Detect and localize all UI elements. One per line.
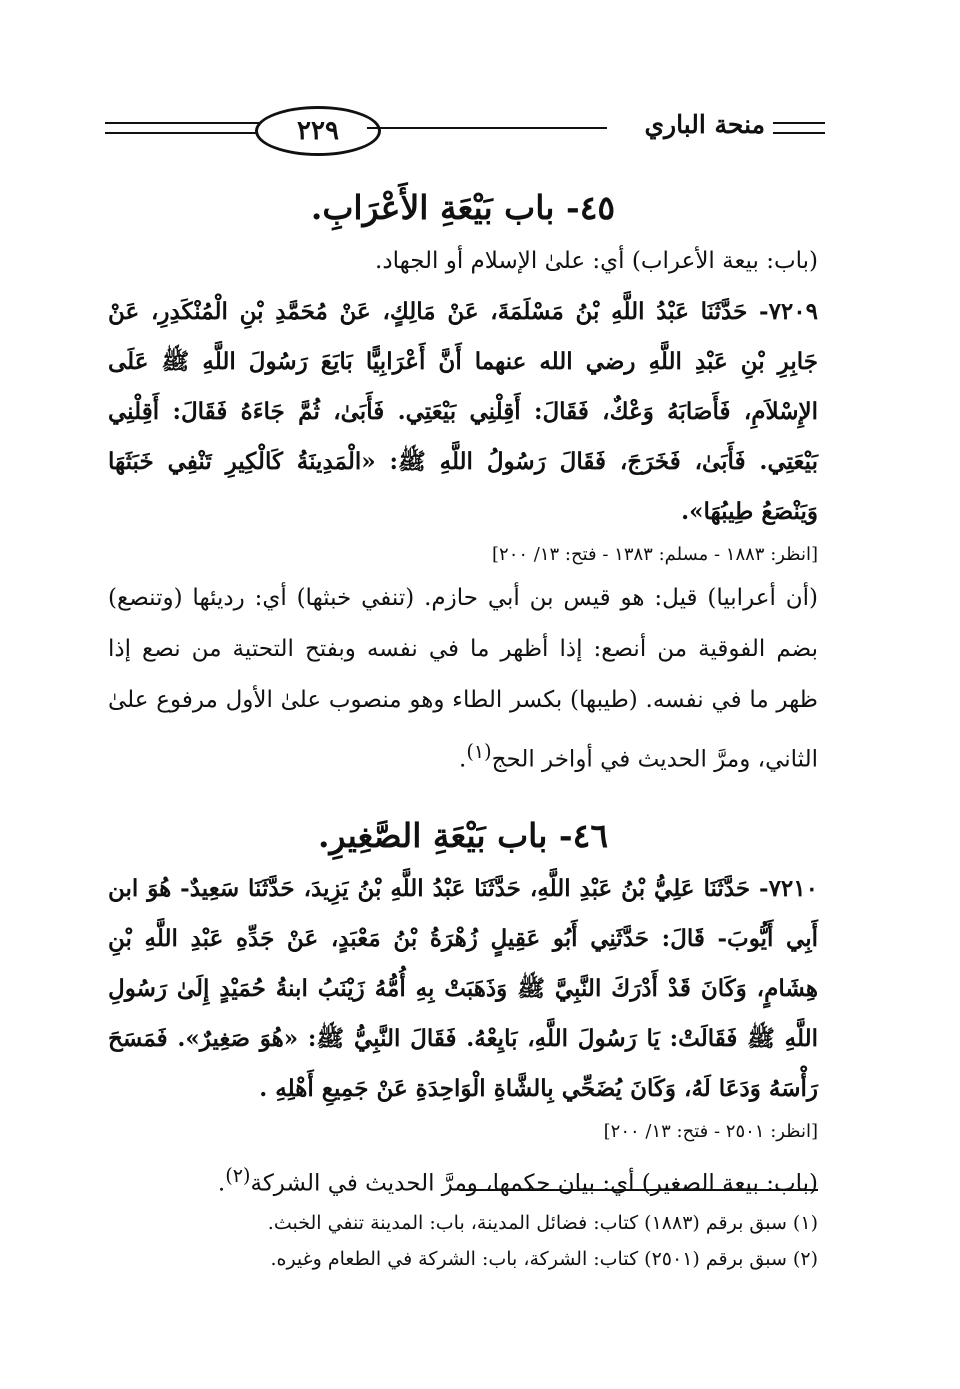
footnote-separator (462, 1189, 818, 1191)
chapter-comment: (باب: بيعة الأعراب) أي: علىٰ الإسلام أو الجهاد. (375, 248, 818, 274)
header-rule-right-top (773, 122, 825, 124)
main-text (108, 180, 818, 1209)
hadith-text: ٧٢٠٩- حَدَّثَنَا عَبْدُ اللَّهِ بْنُ مَسْلَمَةَ، عَنْ مَالِكٍ، عَنْ مُحَمَّدِ بْنِ الْمُنْكَدِرِ، عَنْ جَابِرِ بْنِ عَبْدِ اللَّهِ رضي الله عنهما أَنَّ أَعْرَابِيًّا بَايَعَ رَسُولَ اللَّهِ ﷺ عَلَى الإِسْلاَمِ، فَأَصَابَهُ وَعْكٌ، فَقَالَ: أَقِلْنِي بَيْعَتِي. فَأَبَىٰ، ثُمَّ جَاءَهُ فَقَالَ: أَقِلْنِي بَيْعَتِي. فَأَبَىٰ، فَخَرَجَ، فَقَالَ رَسُولُ اللَّهِ ﷺ: «الْمَدِينَةُ كَالْكِيرِ تَنْفِي خَبَثَهَا وَيَنْصَعُ طِيبُهَا». (108, 298, 818, 525)
chapter-title: ٤٦- باب بَيْعَةِ الصَّغِيرِ. (317, 815, 609, 855)
footnotes (108, 1205, 818, 1277)
footnote: (١) سبق برقم (١٨٨٣) كتاب: فضائل المدينة، باب: المدينة تنفي الخبث. (267, 1212, 818, 1234)
section-gap (108, 786, 818, 808)
commentary-text: (باب: بيعة الصغير) أي: بيان حكمها، ومرَّ الحديث في الشركة (250, 1170, 818, 1197)
footnote-marker: (٢) (225, 1163, 251, 1187)
hadith-text: ٧٢١٠- حَدَّثَنَا عَلِيُّ بْنُ عَبْدِ اللَّهِ، حَدَّثَنَا عَبْدُ اللَّهِ بْنُ يَزِيدَ، حَدَّثَنَا سَعِيدٌ- هُوَ ابن أَبِي أَيُّوبَ- قَالَ: حَدَّثَنِي أَبُو عَقِيلٍ زُهْرَةُ بْنُ مَعْبَدٍ، عَنْ جَدِّهِ عَبْدِ اللَّهِ بْنِ هِشَامٍ، وَكَانَ قَدْ أَدْرَكَ النَّبِيَّ ﷺ وَذَهَبَتْ بِهِ أُمُّهُ زَيْنَبُ ابنةُ حُمَيْدٍ إِلَىٰ رَسُولِ اللَّهِ ﷺ فَقَالَتْ: يَا رَسُولَ اللَّهِ، بَايِعْهُ. فَقَالَ النَّبِيُّ ﷺ: «هُوَ صَغِيرٌ». فَمَسَحَ رَأْسَهُ وَدَعَا لَهُ، وَكَانَ يُضَحِّي بِالشَّاةِ الْوَاحِدَةِ عَنْ جَمِيعِ أَهْلِهِ . (108, 874, 818, 1102)
header-rule-middle (367, 127, 607, 129)
page-header (105, 100, 825, 160)
hadith-reference: [انظر: ٢٥٠١ - فتح: ١٣/ ٢٠٠] (603, 1120, 818, 1142)
hadith-reference: [انظر: ١٨٨٣ - مسلم: ١٣٨٣ - فتح: ١٣/ ٢٠٠] (492, 544, 818, 565)
footnote-marker: (١) (466, 740, 492, 763)
footnote: (٢) سبق برقم (٢٥٠١) كتاب: الشركة، باب: الشركة في الطعام وغيره. (270, 1248, 818, 1270)
chapter-title: ٤٥- باب بَيْعَةِ الأَعْرَابِ. (310, 188, 616, 227)
header-rule-left-bottom (105, 132, 265, 134)
header-rule-right-bottom (773, 132, 825, 134)
page-number: ٢٢٩ (255, 106, 381, 156)
header-rule-left-top (105, 122, 265, 124)
commentary-text: (أن أعرابيا) قيل: هو قيس بن أبي حازم. (تنفي خبثها) أي: رديئها (وتنصع) بضم الفوقية من أنصع: إذا أظهر ما في نفسه وبفتح التحتية من نصع إذا ظهر ما في نفسه. (طيبها) بكسر الطاء وهو منصوب علىٰ الأول مرفوع علىٰ الثاني، ومرَّ الحديث في أواخر الحج (108, 585, 818, 773)
commentary: (أن أعرابيا) قيل: هو قيس بن أبي حازم. (تنفي خبثها) أي: رديئها (وتنصع) بضم الفوقية من أنصع: إذا أظهر ما في نفسه وبفتح التحتية من نصع إذا ظهر ما في نفسه. (طيبها) بكسر الطاء وهو منصوب علىٰ الأول مرفوع علىٰ الثاني، ومرَّ الحديث في أواخر الحج$^{(١)}$. (108, 585, 818, 773)
commentary: (باب: بيعة الصغير) أي: بيان حكمها، ومرَّ الحديث في الشركة$^{(٢)}$. (217, 1163, 818, 1197)
book-title: منحة الباري (644, 110, 765, 139)
